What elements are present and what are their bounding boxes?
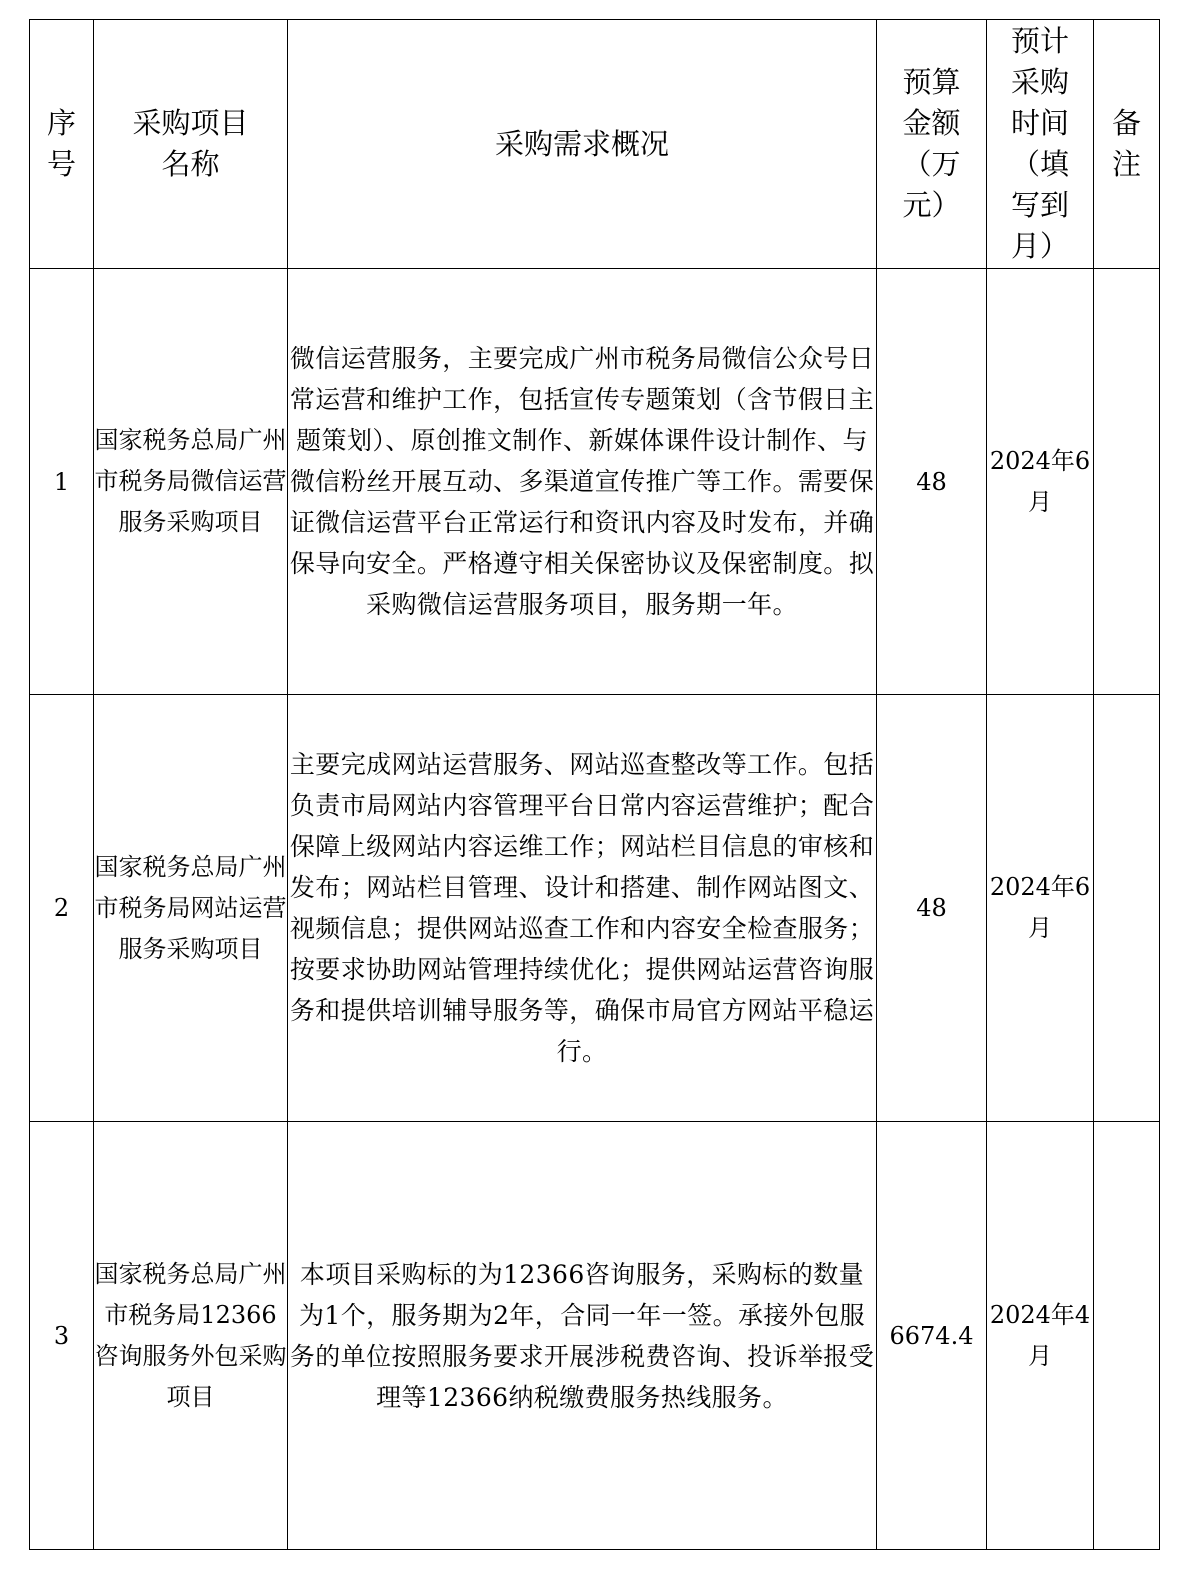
row-note (1094, 1122, 1160, 1550)
header-row (30, 20, 1160, 269)
row-description: 本项目采购标的为12366咨询服务，采购标的数量为1个，服务期为2年，合同一年一签。承接外包服务的单位按照服务要求开展涉税费咨询、投诉举报受理等12366纳税缴费服务热线服务。 (288, 1122, 877, 1550)
table-row (30, 269, 1160, 695)
header-budget: 预算金额（万元） (877, 20, 987, 269)
row-time: 2024年6月 (987, 695, 1094, 1122)
row-description: 主要完成网站运营服务、网站巡查整改等工作。包括负责市局网站内容管理平台日常内容运营维护；配合保障上级网站内容运维工作；网站栏目信息的审核和发布；网站栏目管理、设计和搭建、制作网站图文、视频信息；提供网站巡查工作和内容安全检查服务；按要求协助网站管理持续优化；提供网站运营咨询服务和提供培训辅导服务等，确保市局官方网站平稳运行。 (288, 695, 877, 1122)
header-time: 预计采购时间（填写到月） (987, 20, 1094, 269)
table-row (30, 1122, 1160, 1550)
row-time: 2024年6月 (987, 269, 1094, 695)
row-time: 2024年4月 (987, 1122, 1094, 1550)
row-no: 3 (30, 1122, 94, 1550)
procurement-table (29, 19, 1160, 1550)
header-no: 序号 (30, 20, 94, 269)
table-row (30, 695, 1160, 1122)
row-note (1094, 269, 1160, 695)
row-budget: 48 (877, 269, 987, 695)
header-description: 采购需求概况 (288, 20, 877, 269)
row-description: 微信运营服务，主要完成广州市税务局微信公众号日常运营和维护工作，包括宣传专题策划（含节假日主题策划）、原创推文制作、新媒体课件设计制作、与微信粉丝开展互动、多渠道宣传推广等工作。需要保证微信运营平台正常运行和资讯内容及时发布，并确保导向安全。严格遵守相关保密协议及保密制度。拟采购微信运营服务项目，服务期一年。 (288, 269, 877, 695)
row-budget: 6674.4 (877, 1122, 987, 1550)
row-name: 国家税务总局广州市税务局微信运营服务采购项目 (94, 269, 288, 695)
row-budget: 48 (877, 695, 987, 1122)
row-no: 1 (30, 269, 94, 695)
row-no: 2 (30, 695, 94, 1122)
row-name: 国家税务总局广州市税务局网站运营服务采购项目 (94, 695, 288, 1122)
header-name: 采购项目名称 (94, 20, 288, 269)
row-name: 国家税务总局广州市税务局12366咨询服务外包采购项目 (94, 1122, 288, 1550)
header-note: 备注 (1094, 20, 1160, 269)
row-note (1094, 695, 1160, 1122)
